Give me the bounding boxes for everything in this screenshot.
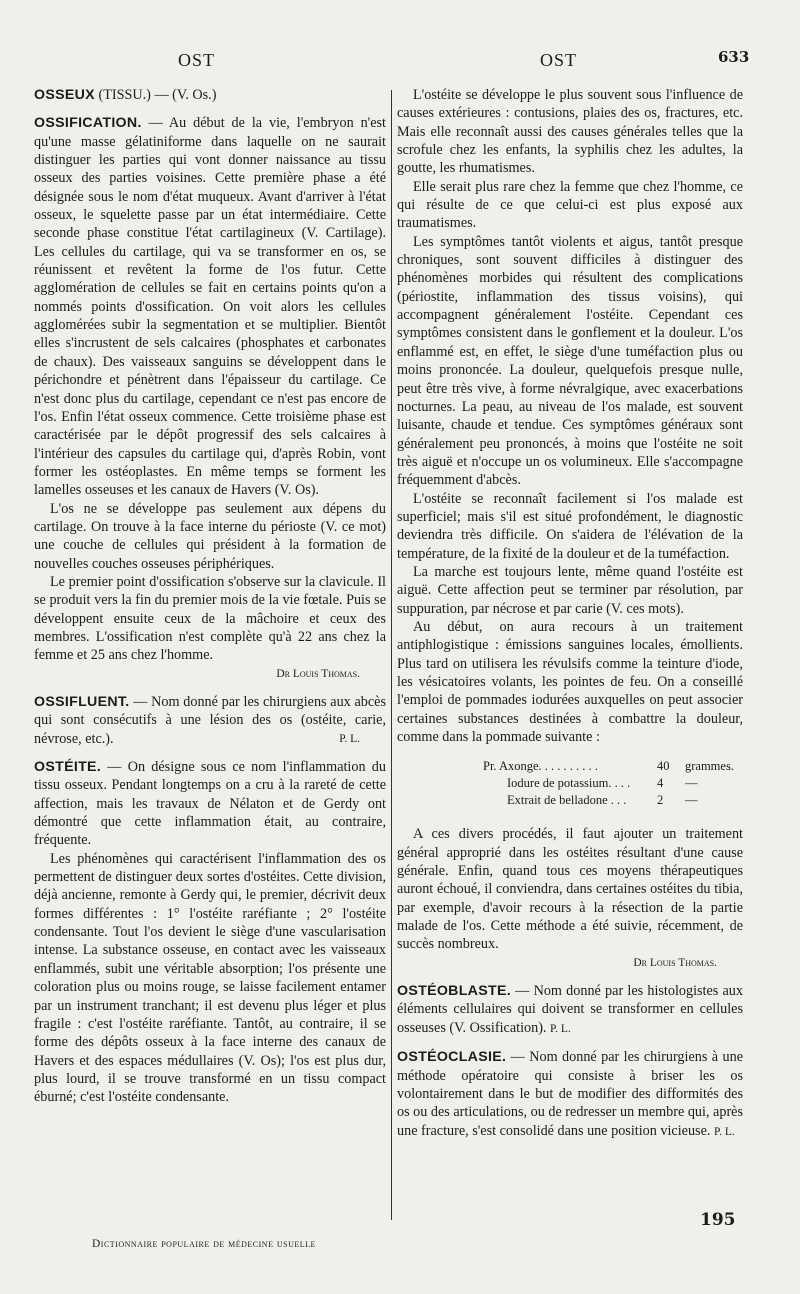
- osteoblaste-signature: P. L.: [550, 1022, 571, 1035]
- page-number: 633: [718, 48, 750, 66]
- osteite-cont-paragraph-5: La marche est toujours lente, même quand l'ostéite est aiguë. Cette affection peut se terminer par résolution, par suppuration, par nécrose et par carie (V. ces mots).: [397, 563, 743, 617]
- formula-quantity: 4: [657, 776, 664, 791]
- osteite-cont-paragraph-1: L'ostéite se développe le plus souvent sous l'influence de causes extérieures : contusions, plaies des os, fractures, etc. Mais elle reconnaît aussi des causes générales telles que la scrofule chez les enfants, la syphilis chez les adultes, la goutte, les rhumatismes.: [397, 87, 743, 177]
- ossification-paragraph-3: Le premier point d'ossification s'observe sur la clavicule. Il se produit vers la fin du premier mois de la vie fœtale. Puis se développent ensuite ceux de la mâchoire et ceux des membres. L'ossification n'est complète qu'à 22 ans chez la femme et 25 ans chez l'homme.: [34, 573, 386, 664]
- entry-head-osteite: OSTÉITE.: [34, 759, 102, 776]
- entry-head-osteoclasie: OSTÉOCLASIE.: [397, 1049, 507, 1066]
- osteite-signature: Dr Louis Thomas.: [633, 956, 717, 969]
- entry-ossifluent: [34, 693, 386, 748]
- osteite-cont-paragraph-7: A ces divers procédés, il faut ajouter un traitement général approprié dans les ostéites résultant d'une cause générale. Enfin, quand tous ces moyens thérapeutiques auront échoué, il conviendra, dans certaines ostéites du tibia, par exemple, d'avoir recours à la résection de la partie malade de l'os. Cette méthode a été suivie, récemment, de succès nombreux.: [397, 826, 743, 953]
- entry-text-osseux: (TISSU.) — (V. Os.): [94, 87, 217, 103]
- entry-osteoclasie: [397, 1048, 743, 1141]
- entry-text-osteoclasie: — Nom donné par les chirurgiens à une méthode opératoire qui consiste à briser les os volontairement dans le but de modifier des difformités des os ou des articulations, ou de redresser un membre qui, après une fracture, s'est consolidé dans une position vicieuse.: [397, 1049, 743, 1139]
- ossification-paragraph-2: L'os ne se développe pas seulement aux dépens du cartilage. On trouve à la face interne du périoste (V. ce mot) une couche de cellules qui président à la formation de nouvelles couches osseuses périphériques.: [34, 500, 386, 572]
- folio-number: 195: [700, 1210, 736, 1230]
- prescription-formula: [397, 758, 743, 809]
- formula-quantity: 2: [657, 793, 664, 808]
- book-title-footer: Dictionnaire populaire de médecine usuelle: [92, 1238, 316, 1250]
- ossification-paragraph-1: — Au début de la vie, l'embryon n'est qu'une masse gélatiniforme dans laquelle on ne saurait distinguer les parties qui vont donner naissance au tissu osseux des parties voisines. Cette première phase a été désignée sous le nom d'état muqueux. Avant d'arriver à l'état osseux, le squelette passe par un état intermédiaire. Cette seconde phase constitue l'état cartilagineux (V. Cartilage). Les cellules du cartilage, qui va se transformer en os, se réunissent et revêtent la forme de l'os futur. Cette agglomération de cellules se fait en certains points qu'on a nommés points d'ossification. On voit alors les cellules agglomérées subir la segmentation et se multiplier. Bientôt elles s'incrustent de sels calcaires (phosphates et carbonates de chaux). Des vaisseaux sanguins se développent dans le périchondre et pénètrent dans l'épaisseur du cartilage. Ce n'est donc plus du cartilage, cependant ce n'est pas encore de l'os. Enfin l'état osseux commence. Cette troisième phase est caractérisée par le dépôt progressif des sels calcaires à l'intérieur des capsules du cartilage qui, d'après Robin, vont former les ostéoplastes. En même temps se forment les lamelles osseuses et les canaux de Havers (V. Os).: [34, 115, 386, 499]
- ossifluent-signature: P. L.: [339, 732, 360, 745]
- right-column: [397, 86, 743, 1141]
- formula-row: [397, 792, 743, 809]
- left-column: [34, 86, 386, 1107]
- formula-unit: grammes.: [685, 759, 734, 774]
- entry-text-osteoblaste: — Nom donné par les histologistes aux éléments cellulaires qui doivent se transformer en cellules osseuses (V. Ossification).: [397, 983, 743, 1036]
- entry-osteite: [34, 758, 386, 850]
- formula-unit: —: [685, 793, 698, 808]
- entry-head-ossification: OSSIFICATION.: [34, 115, 142, 132]
- entry-text-ossifluent: — Nom donné par les chirurgiens aux abcès qui sont consécutifs à une lésion des os (ostéite, carie, névrose, etc.).: [34, 694, 386, 747]
- formula-ingredient: Extrait de belladone . . .: [507, 793, 627, 808]
- formula-ingredient: Iodure de potassium. . . .: [507, 776, 631, 791]
- entry-head-osseux: OSSEUX: [34, 87, 95, 103]
- entry-ossification: [34, 114, 386, 499]
- osteite-paragraph-1: — On désigne sous ce nom l'inflammation du tissu osseux. Pendant longtemps on a cru à la rareté de cette affection, mais les travaux de Nélaton et de Gerdy ont démontré que cette inflammation était, au contraire, fréquente.: [34, 759, 386, 849]
- formula-row: [397, 758, 743, 775]
- formula-quantity: 40: [657, 759, 670, 774]
- osteite-cont-paragraph-6: Au début, on aura recours à un traitement antiphlogistique : émissions sanguines locales, émollients. Plus tard on utilisera les révulsifs comme la teinture d'iode, les vésicatoires volants, les pointes de feu. On a conseillé l'emploi de pommades iodurées auxquelles on peut associer certaines substances destinées à combattre la douleur, comme dans la pommade suivante :: [397, 618, 743, 746]
- ossification-signature: Dr Louis Thomas.: [276, 667, 360, 680]
- running-head-left: OST: [178, 50, 216, 70]
- osteite-cont-paragraph-3: Les symptômes tantôt violents et aigus, tantôt presque chroniques, sont souvent difficiles à distinguer des phénomènes morbides qui résultent des complications (périostite, inflammation des tissus voisins), qui accompagnent généralement l'ostéite. Cependant ces symptômes consistent dans le gonflement et la douleur. L'os enflammé est, en effet, le siège d'une tuméfaction plus ou moins prononcée. La douleur, quelquefois presque nulle, peut être très vive, à forme névralgique, avec exacerbations nocturnes. La peau, au niveau de l'os malade, est souvent luisante, chaude et tendue. Ces symptômes généraux sont généralement peu prononcés, à moins que l'ostéite ne soit très aiguë et n'occupe un os volumineux. Elle s'accompagne fréquemment d'abcès.: [397, 233, 743, 489]
- osteite-cont-paragraph-2: Elle serait plus rare chez la femme que chez l'homme, ce qui résulte de ce que celui-ci est plus exposé aux traumatismes.: [397, 178, 743, 232]
- formula-row: [397, 775, 743, 792]
- entry-osteoblaste: [397, 982, 743, 1038]
- formula-ingredient: Pr. Axonge. . . . . . . . . .: [483, 759, 598, 774]
- osteite-cont-paragraph-4: L'ostéite se reconnaît facilement si l'os malade est superficiel; mais s'il est situé profondément, le diagnostic deviendra très difficile. On s'aidera de l'élévation de la température, de la fixité de la douleur et de la tuméfaction.: [397, 490, 743, 562]
- running-head-right: OST: [540, 50, 578, 70]
- column-divider: [391, 90, 392, 1220]
- entry-head-osteoblaste: OSTÉOBLASTE.: [397, 983, 511, 1000]
- osteoclasie-signature: P. L.: [713, 1125, 735, 1138]
- entry-head-ossifluent: OSSIFLUENT.: [34, 694, 130, 710]
- osteite-paragraph-2: Les phénomènes qui caractérisent l'inflammation des os permettent de distinguer deux sortes d'ostéites. Cette division, déjà ancienne, remonte à Gerdy qui, le premier, décrivit deux formes différentes : 1° l'ostéite raréfiante ; 2° l'ostéite condensante. Tout l'os devient le siège d'une vascularisation intense. La substance osseuse, en contact avec les vaisseaux enflammés, subit une véritable absorption; l'os présente une coloration plus ou moins rouge, se laisse facilement entamer par un instrument tranchant; il est devenu plus léger et plus fragile : c'est l'ostéite raréfiante. Tantôt, au contraire, il se forme des dépôts osseux à la face interne des canaux de Havers et des espaces médullaires (V. Os); l'os est plus dur, plus lourd, il se trouve transformé en un tissu compact éburné; c'est l'ostéite condensante.: [34, 850, 386, 1106]
- entry-osseux: [34, 86, 386, 104]
- formula-unit: —: [685, 776, 698, 791]
